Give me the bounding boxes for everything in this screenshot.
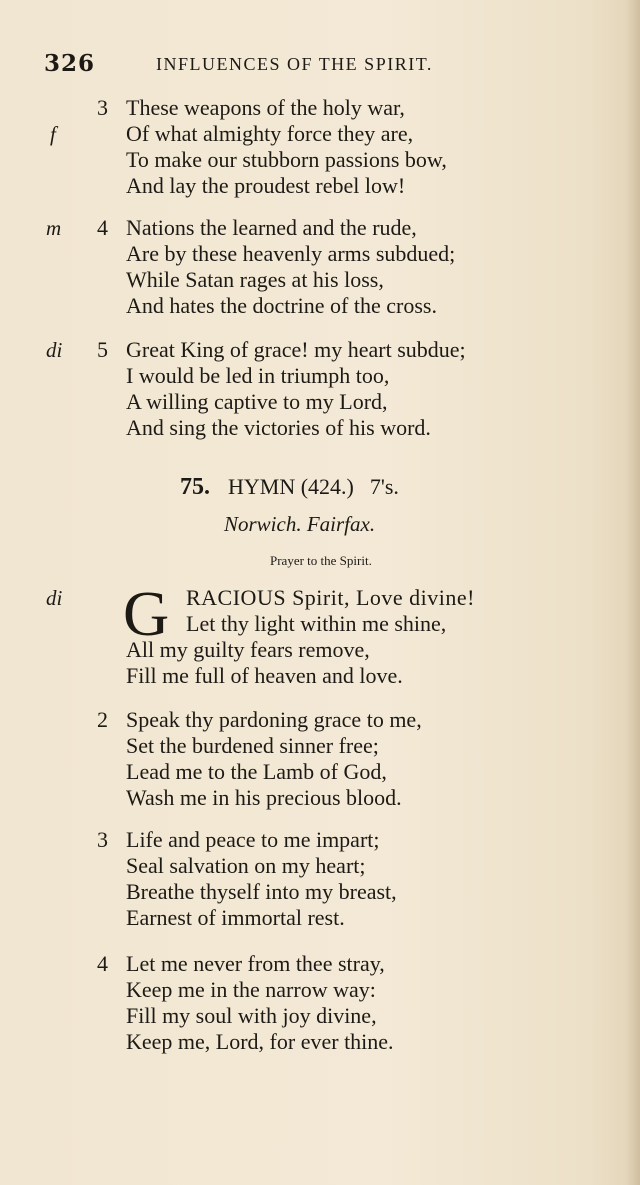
verse-line: Keep me, Lord, for ever thine. <box>126 1029 394 1054</box>
verse-line: Set the burdened sinner free; <box>126 733 379 758</box>
dynamic-mark: f <box>50 122 56 146</box>
page-edge-shadow <box>626 0 640 1185</box>
page-header <box>44 50 604 84</box>
hymn-heading <box>180 472 399 502</box>
page-number: 326 <box>44 50 96 77</box>
tune-names: Norwich. Fairfax. <box>224 512 376 536</box>
verse-line: Breathe thyself into my breast, <box>126 879 397 904</box>
verse-line: Earnest of immortal rest. <box>126 905 345 930</box>
verse-line: To make our stubborn passions bow, <box>126 147 447 172</box>
verse-line: And lay the proudest rebel low! <box>126 173 406 198</box>
stanza-number: 4 <box>97 215 108 240</box>
dynamic-mark: m <box>46 216 62 240</box>
verse-line: And hates the doctrine of the cross. <box>126 293 437 318</box>
dynamic-mark: di <box>46 586 63 610</box>
verse-line: All my guilty fears remove, <box>126 637 370 662</box>
verse-line: Of what almighty force they are, <box>126 121 414 146</box>
verse-line: Nations the learned and the rude, <box>126 215 417 240</box>
hymn-meter: 7's. <box>369 474 399 499</box>
verse-line: While Satan rages at his loss, <box>126 267 384 292</box>
verse-line: Keep me in the narrow way: <box>126 977 376 1002</box>
hymn-subject: Prayer to the Spirit. <box>270 553 372 568</box>
stanza-number: 3 <box>97 827 108 852</box>
verse-line: I would be led in triumph too, <box>126 363 390 388</box>
stanza-number: 5 <box>97 337 108 362</box>
running-title: INFLUENCES OF THE SPIRIT. <box>156 54 433 74</box>
verse-line: Wash me in his precious blood. <box>126 785 402 810</box>
verse-line: These weapons of the holy war, <box>126 95 405 120</box>
verse-line: Great King of grace! my heart subdue; <box>126 337 466 362</box>
stanza-number: 3 <box>97 95 108 120</box>
drop-cap: G <box>123 578 170 649</box>
verse-line: And sing the victories of his word. <box>126 415 431 440</box>
dynamic-mark: di <box>46 338 63 362</box>
verse-line: Fill my soul with joy divine, <box>126 1003 377 1028</box>
verse-line: Fill me full of heaven and love. <box>126 663 403 688</box>
hymn-label: HYMN (424.) <box>228 474 354 499</box>
verse-line: A willing captive to my Lord, <box>126 389 388 414</box>
verse-line: Lead me to the Lamb of God, <box>126 759 387 784</box>
verse-line: RACIOUS Spirit, Love divine! <box>186 585 475 610</box>
verse-line: Seal salvation on my heart; <box>126 853 366 878</box>
verse-line: Are by these heavenly arms subdued; <box>126 241 456 266</box>
verse-line: Let thy light within me shine, <box>186 611 447 636</box>
verse-line: Life and peace to me impart; <box>126 827 380 852</box>
stanza-number: 2 <box>97 707 108 732</box>
verse-line: Speak thy pardoning grace to me, <box>126 707 422 732</box>
stanza-number: 4 <box>97 951 108 976</box>
hymn-number: 75. <box>180 474 210 500</box>
verse-line: Let me never from thee stray, <box>126 951 385 976</box>
